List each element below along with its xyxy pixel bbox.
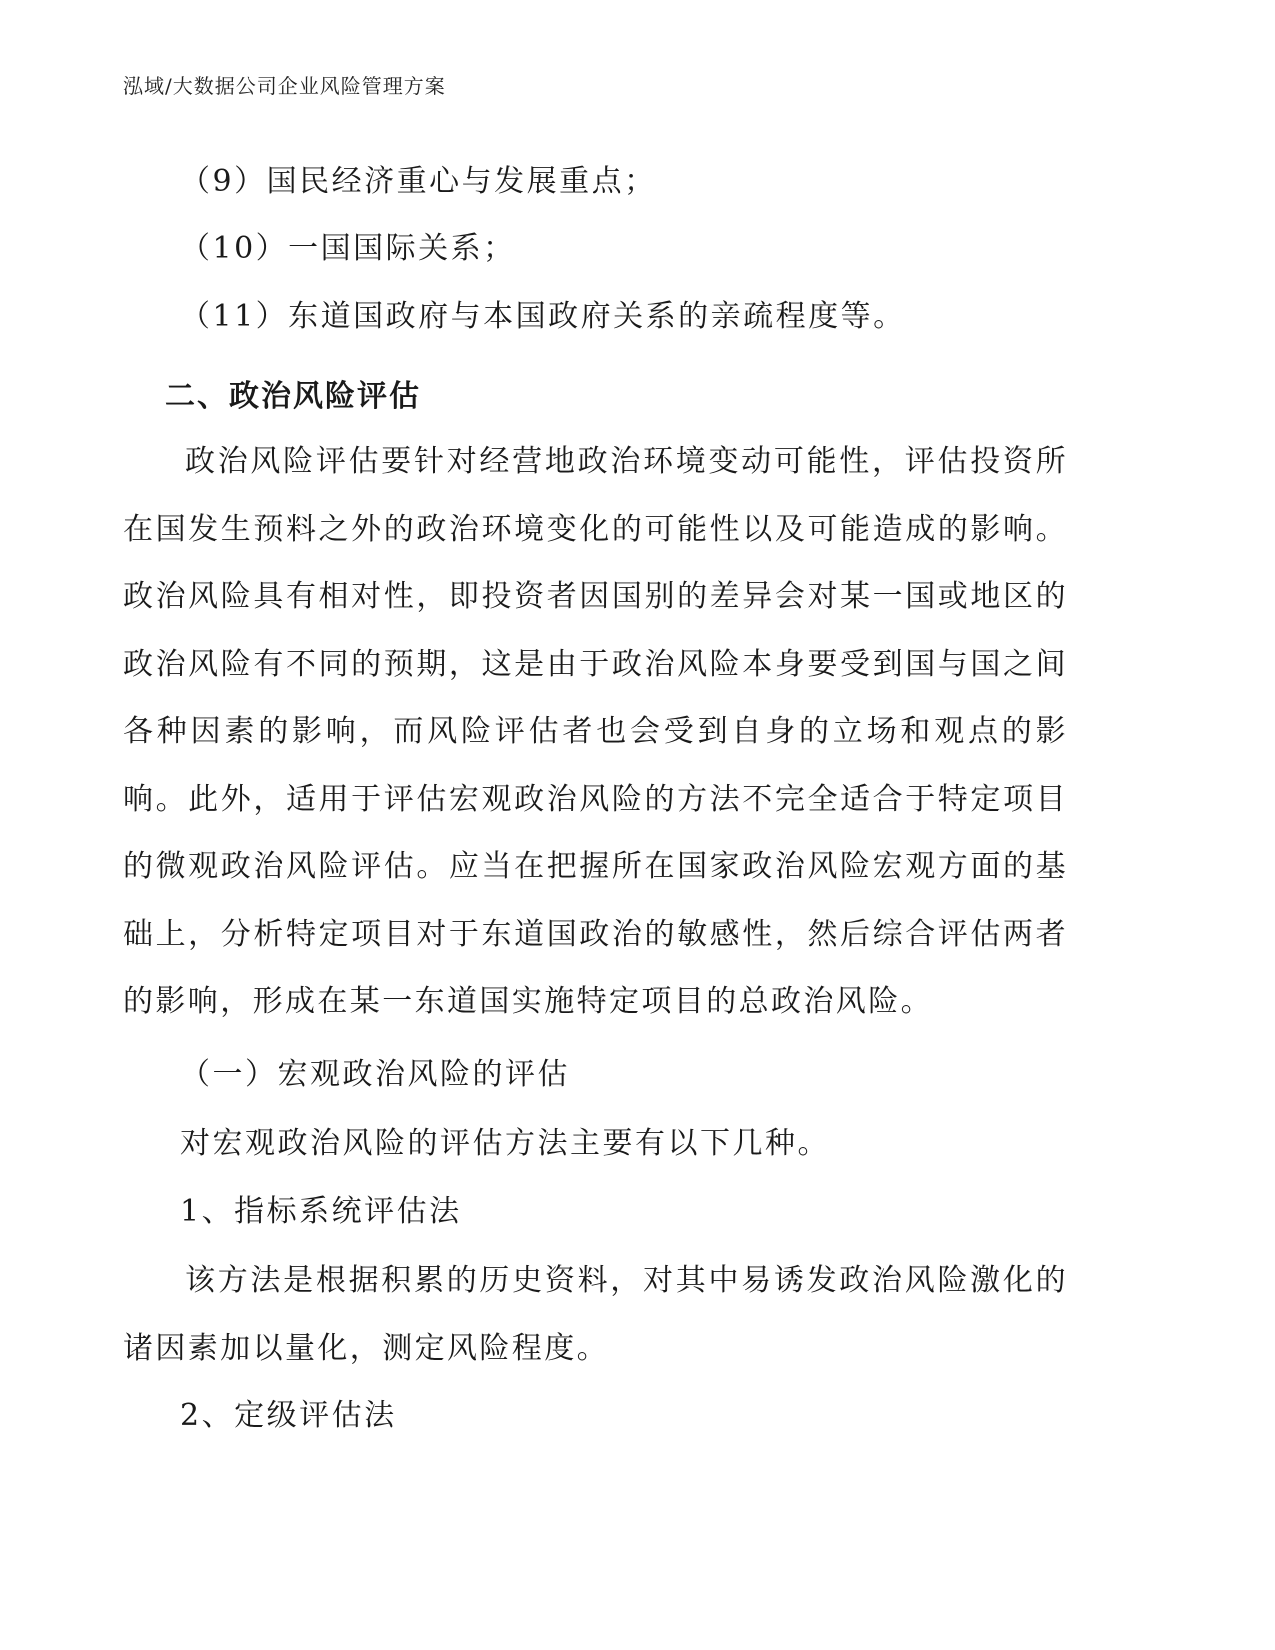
running-header: 泓域/大数据公司企业风险管理方案 — [123, 74, 446, 98]
subsection-intro: 对宏观政治风险的评估方法主要有以下几种。 — [180, 1126, 830, 1161]
list-item-10: （10）一国国际关系； — [180, 231, 516, 266]
intro-paragraph: 政治风险评估要针对经营地政治环境变动可能性，评估投资所在国发生预料之外的政治环境变化的可能性以及可能造成的影响。政治风险具有相对性，即投资者因国别的差异会对某一国或地区的政治风险有不同的预期，这是由于政治风险本身要受到国与国之间各种因素的影响，而风险评估者也会受到自身的立场和观点的影响。此外，适用于评估宏观政治风险的方法不完全适合于特定项目的微观政治风险评估。应当在把握所在国家政治风险宏观方面的基础上，分析特定项目对于东道国政治的敏感性，然后综合评估两者的影响，形成在某一东道国实施特定项目的总政治风险。 — [123, 444, 1068, 1019]
method-1-text: 该方法是根据积累的历史资料，对其中易诱发政治风险激化的诸因素加以量化，测定风险程度。 — [123, 1263, 1068, 1366]
section-heading: 二、政治风险评估 — [165, 379, 421, 414]
list-item-9: （9）国民经济重心与发展重点； — [180, 164, 657, 199]
list-item-11: （11）东道国政府与本国政府关系的亲疏程度等。 — [180, 299, 906, 334]
subsection-title: （一）宏观政治风险的评估 — [180, 1057, 570, 1092]
method-2-title: 2、定级评估法 — [180, 1398, 397, 1433]
method-1-title: 1、指标系统评估法 — [180, 1194, 462, 1229]
